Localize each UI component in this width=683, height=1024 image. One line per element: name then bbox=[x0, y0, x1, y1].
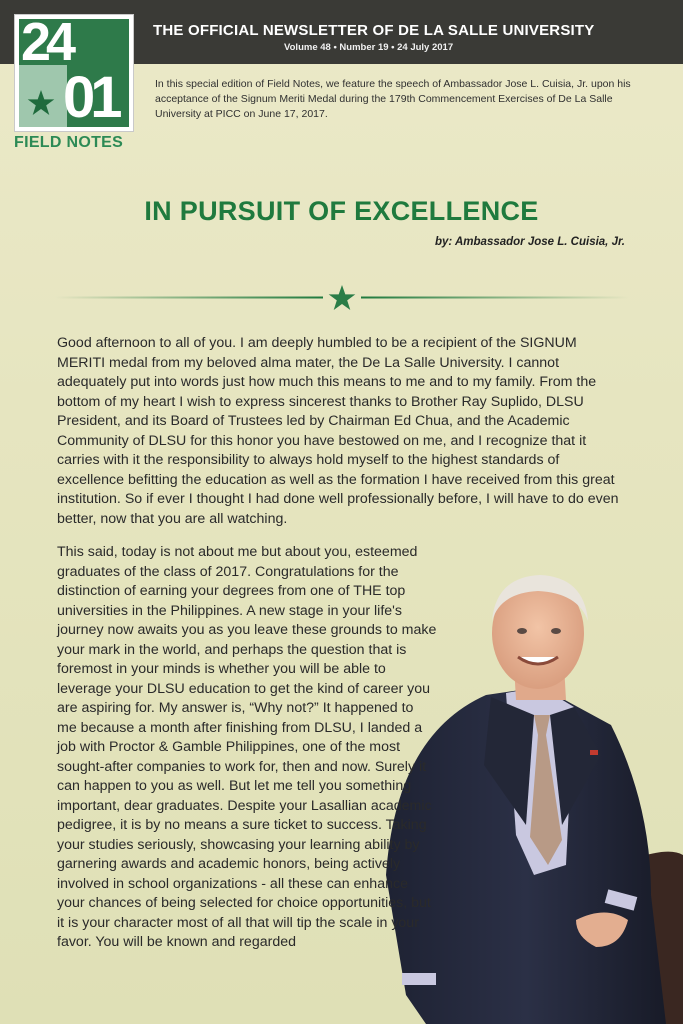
article-byline: by: Ambassador Jose L. Cuisia, Jr. bbox=[434, 236, 625, 248]
issue-meta: Volume 48 • Number 19 • 24 July 2017 bbox=[284, 42, 454, 53]
star-icon bbox=[27, 89, 55, 117]
logo-number-bottom: 01 bbox=[63, 65, 118, 127]
divider-star-icon bbox=[55, 284, 629, 312]
article-headline: IN PURSUIT OF EXCELLENCE bbox=[144, 196, 539, 226]
intro-text: In this special edition of Field Notes, we feature the speech of Ambassador Jose L. Cuisia, Jr. upon his acceptance of the Signum Meriti Medal during the 179th Commencement Exercises of De La Salle University at PICC on June 17, 2017. bbox=[155, 78, 631, 120]
article-paragraph-2: This said, today is not about me but about you, esteemed graduates of the class of 2017. Congratulations for the distinction of earning your degrees from one of THE top universities in the Philippines. A new stage in your life's journey now awaits you as you leave these grounds to make your mark in the world, and perhaps the question that is foremost in your minds is whether you will be able to leverage your DLSU education to get the kind of career you are aspiring for. My answer is, “Why not?” It happened to me because a month after finishing from DLSU, I landed a job with Proctor & Gamble Philippines, one of the most sought-after companies to work for, then and now. Surely it can happen to you as well. But let me tell you something important, dear graduates. Despite your Lasallian academic pedigree, it is by no means a sure ticket to success. Taking your studies seriously, showcasing your learning ability by garnering awards and academic honors, being actively involved in school organizations - all these can enhance your chances of being selected for choice opportunities, but it is your character most of all that will tip the scale in your favor. You will be known and regarded bbox=[57, 544, 437, 950]
logo-panel bbox=[19, 19, 129, 127]
article-paragraph-1: Good afternoon to all of you. I am deeply humbled to be a recipient of the SIGNUM MERITI medal from my beloved alma mater, the De La Salle University. I cannot adequately put into words just how much this means to me and to my family. From the bottom of my heart I wish to express sincerest thanks to Brother Ray Suplido, DLSU President, and its Board of Trustees led by Chairman Ed Chua, and the Academic Community of DLSU for this honor you have bestowed on me, and I recognize that it carries with it the responsibility to always hold myself to the highest standards of excellence befitting the education as well as the formation I have received from this great institution. So if ever I thought I had done well professionally before, I will have to do even better, now that you are all watching. bbox=[57, 335, 619, 527]
field-notes-logo bbox=[14, 14, 134, 132]
logo-label: FIELD NOTES bbox=[14, 134, 124, 151]
logo-number-top: 24 bbox=[21, 19, 72, 72]
newsletter-title: THE OFFICIAL NEWSLETTER OF DE LA SALLE UNIVERSITY bbox=[153, 22, 595, 39]
